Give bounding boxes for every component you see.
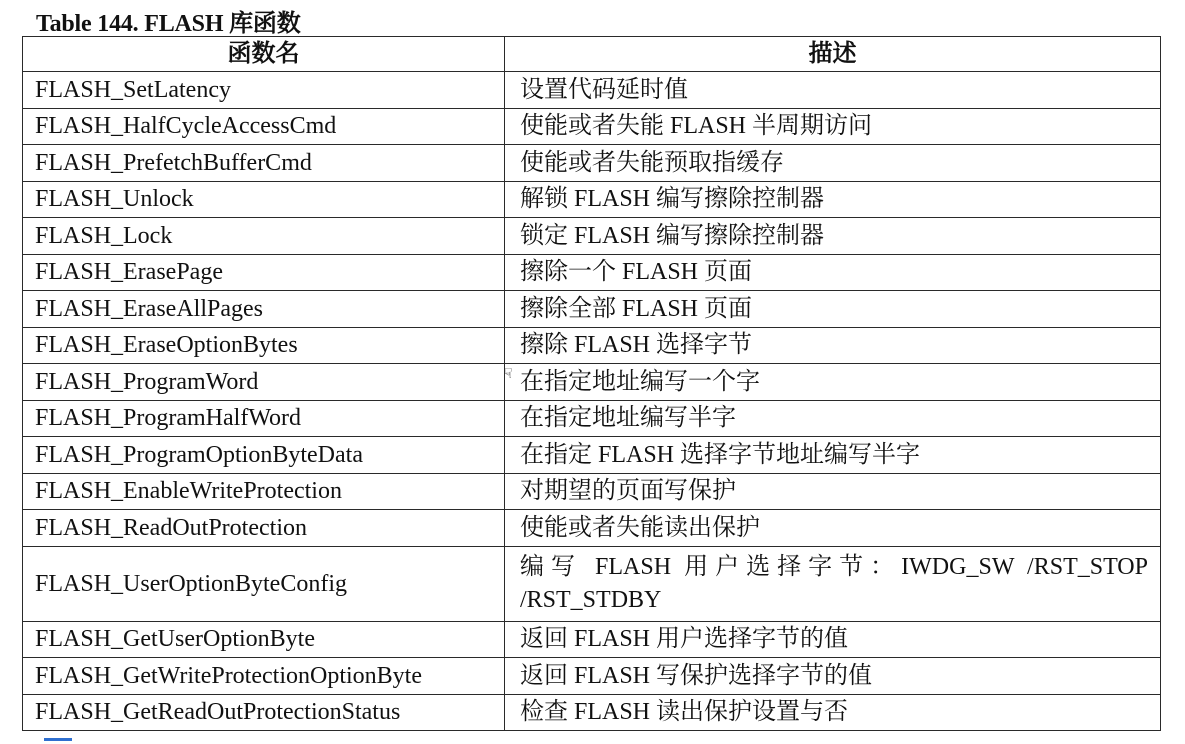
description-cell: 在指定地址编写半字 [505,400,1161,437]
description-cell: 对期望的页面写保护 [505,473,1161,510]
header-function-name: 函数名 [23,37,505,72]
description-cell: 锁定 FLASH 编写擦除控制器 [505,218,1161,255]
table-row [23,291,1161,328]
function-name-cell: FLASH_GetReadOutProtectionStatus [23,694,505,731]
table-row [23,145,1161,182]
description-cell: 返回 FLASH 用户选择字节的值 [505,621,1161,658]
function-name-cell: FLASH_ProgramWord [23,364,505,401]
function-name-cell: FLASH_GetWriteProtectionOptionByte [23,658,505,695]
function-name-cell: FLASH_Unlock [23,181,505,218]
table-row [23,437,1161,474]
table-row [23,510,1161,547]
description-cell: 擦除 FLASH 选择字节 [505,327,1161,364]
description-cell: 使能或者失能 FLASH 半周期访问 [505,108,1161,145]
function-name-cell: FLASH_EraseAllPages [23,291,505,328]
description-cell: 编写 FLASH 用户选择字节：IWDG_SW /RST_STOP /RST_STDBY [505,546,1161,621]
table-row [23,254,1161,291]
function-name-cell: FLASH_ProgramOptionByteData [23,437,505,474]
function-name-cell: FLASH_HalfCycleAccessCmd [23,108,505,145]
description-cell: 使能或者失能预取指缓存 [505,145,1161,182]
function-name-cell: FLASH_UserOptionByteConfig [23,546,505,621]
mouse-cursor-icon: ☟ [504,366,513,382]
table-row [23,546,1161,621]
header-description: 描述 [505,37,1161,72]
function-name-cell: FLASH_ErasePage [23,254,505,291]
table-caption: Table 144. FLASH 库函数 [36,11,301,37]
description-cell: 在指定 FLASH 选择字节地址编写半字 [505,437,1161,474]
description-cell: 返回 FLASH 写保护选择字节的值 [505,658,1161,695]
function-name-cell: FLASH_ReadOutProtection [23,510,505,547]
table-row [23,473,1161,510]
function-name-cell: FLASH_EraseOptionBytes [23,327,505,364]
table-row [23,658,1161,695]
page-edge-marker [44,738,72,741]
table-row [23,72,1161,109]
table-row [23,181,1161,218]
table-header-row [23,37,1161,72]
table-row [23,400,1161,437]
description-cell: 擦除全部 FLASH 页面 [505,291,1161,328]
function-name-cell: FLASH_GetUserOptionByte [23,621,505,658]
function-name-cell: FLASH_Lock [23,218,505,255]
function-name-cell: FLASH_ProgramHalfWord [23,400,505,437]
description-cell: 擦除一个 FLASH 页面 [505,254,1161,291]
table-row [23,108,1161,145]
description-cell: 使能或者失能读出保护 [505,510,1161,547]
table-row [23,694,1161,731]
table-row [23,621,1161,658]
function-name-cell: FLASH_SetLatency [23,72,505,109]
description-cell: 检查 FLASH 读出保护设置与否 [505,694,1161,731]
description-cell: 在指定地址编写一个字 [505,364,1161,401]
function-name-cell: FLASH_EnableWriteProtection [23,473,505,510]
table-row [23,218,1161,255]
table-row [23,327,1161,364]
description-cell: 设置代码延时值 [505,72,1161,109]
function-name-cell: FLASH_PrefetchBufferCmd [23,145,505,182]
description-cell: 解锁 FLASH 编写擦除控制器 [505,181,1161,218]
flash-function-table [22,36,1161,731]
table-row [23,364,1161,401]
